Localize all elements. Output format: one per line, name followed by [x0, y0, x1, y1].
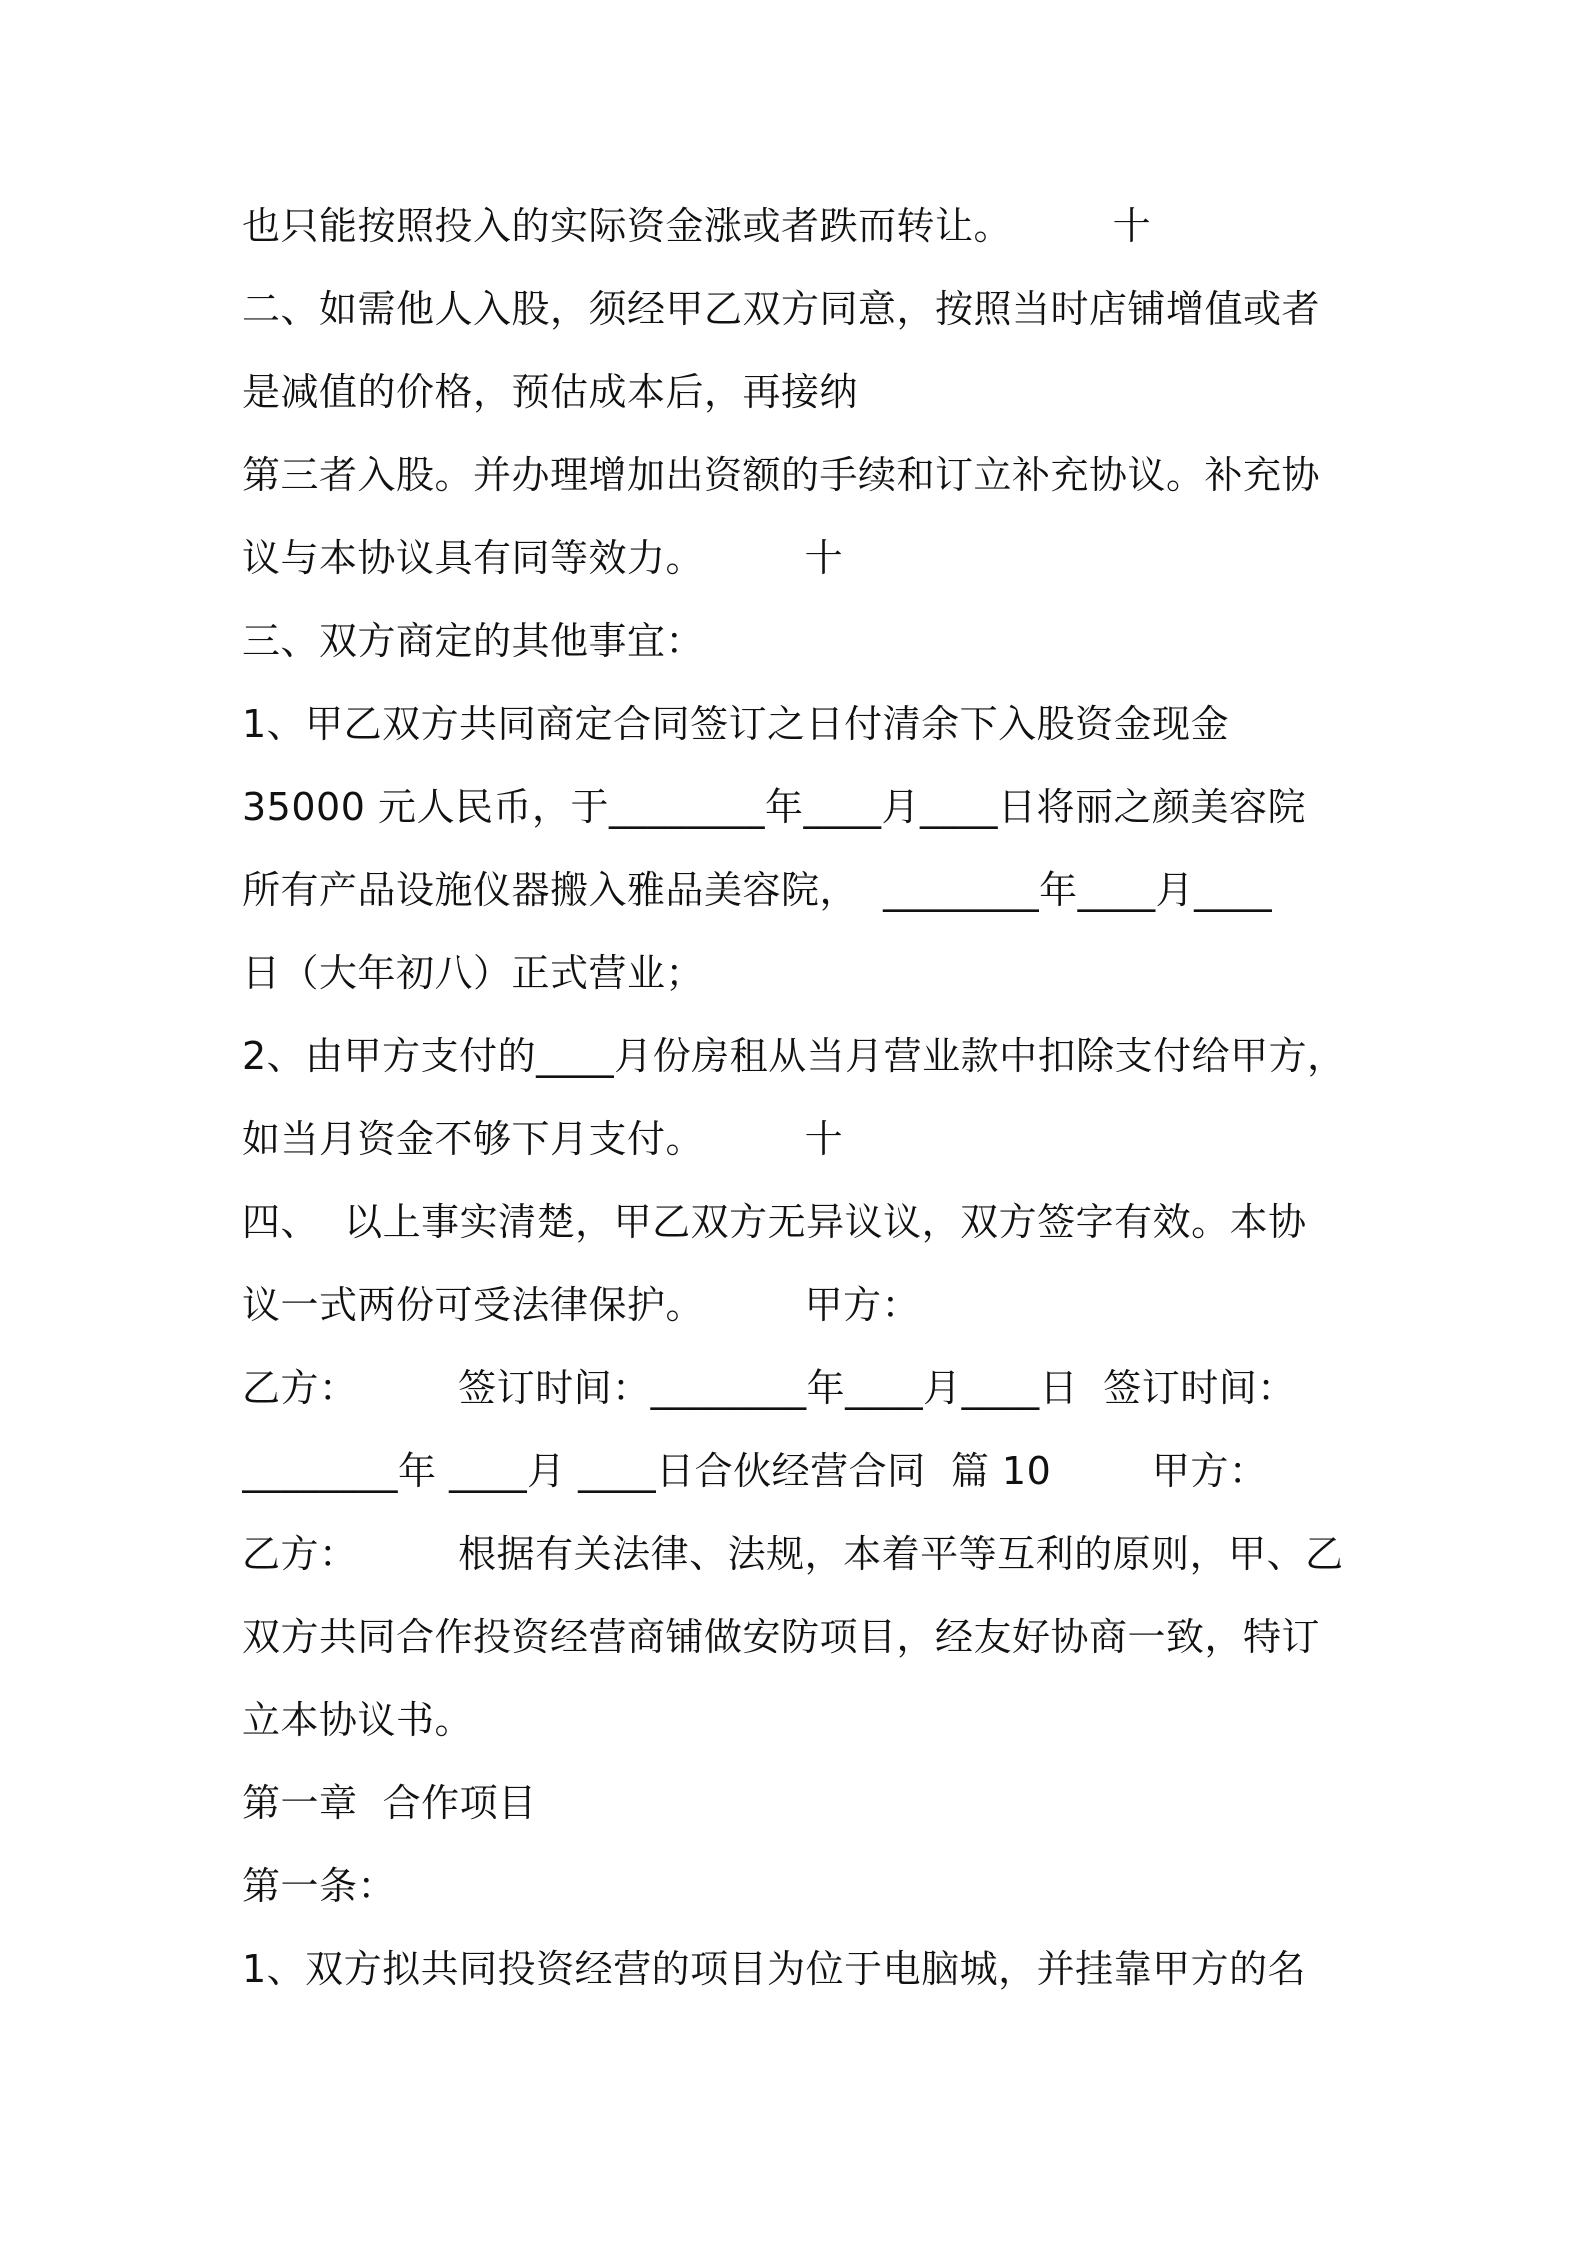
text-line: 二、如需他人入股，须经甲乙双方同意，按照当时店铺增值或者 — [242, 287, 1321, 331]
text-line: 立本协议书。 — [242, 1698, 474, 1742]
text-line: 1、双方拟共同投资经营的项目为位于电脑城，并挂靠甲方的名 — [242, 1947, 1307, 1991]
text-line: 也只能按照投入的实际资金涨或者跌而转让。 十 — [242, 204, 1152, 248]
text-line: 如当月资金不够下月支付。 十 — [242, 1117, 844, 1161]
text-line: 议与本协议具有同等效力。 十 — [242, 536, 844, 580]
text-line: 是减值的价格，预估成本后，再接纳 — [242, 370, 859, 414]
text-line: 乙方： 根据有关法律、法规，本着平等互利的原则，甲、乙 — [242, 1532, 1344, 1576]
text-line: 议一式两份可受法律保护。 甲方： — [242, 1283, 921, 1327]
text-line: 双方共同合作投资经营商铺做安防项目，经友好协商一致，特订 — [242, 1615, 1321, 1659]
text-line: 35000 元人民币，于________年____月____日将丽之颜美容院 — [242, 785, 1306, 829]
text-line: 1、甲乙双方共同商定合同签订之日付清余下入股资金现金 — [242, 702, 1230, 746]
chapter-heading: 第一章 合作项目 — [242, 1781, 537, 1825]
text-line: 四、 以上事实清楚，甲乙双方无异议议，双方签字有效。本协 — [242, 1200, 1307, 1244]
text-line: 2、由甲方支付的____月份房租从当月营业款中扣除支付给甲方， — [242, 1034, 1346, 1078]
text-line: ________年 ____月 ____日合伙经营合同 篇 10 甲方： — [242, 1449, 1268, 1493]
text-line: 第三者入股。并办理增加出资额的手续和订立补充协议。补充协 — [242, 453, 1321, 497]
text-line: 三、双方商定的其他事宜： — [242, 619, 705, 663]
article-heading: 第一条： — [242, 1864, 397, 1908]
text-line: 乙方： 签订时间：________年____月____日 签订时间： — [242, 1366, 1296, 1410]
text-line: 日（大年初八）正式营业； — [242, 951, 705, 995]
text-line: 所有产品设施仪器搬入雅品美容院， ________年____月____ — [242, 868, 1273, 912]
